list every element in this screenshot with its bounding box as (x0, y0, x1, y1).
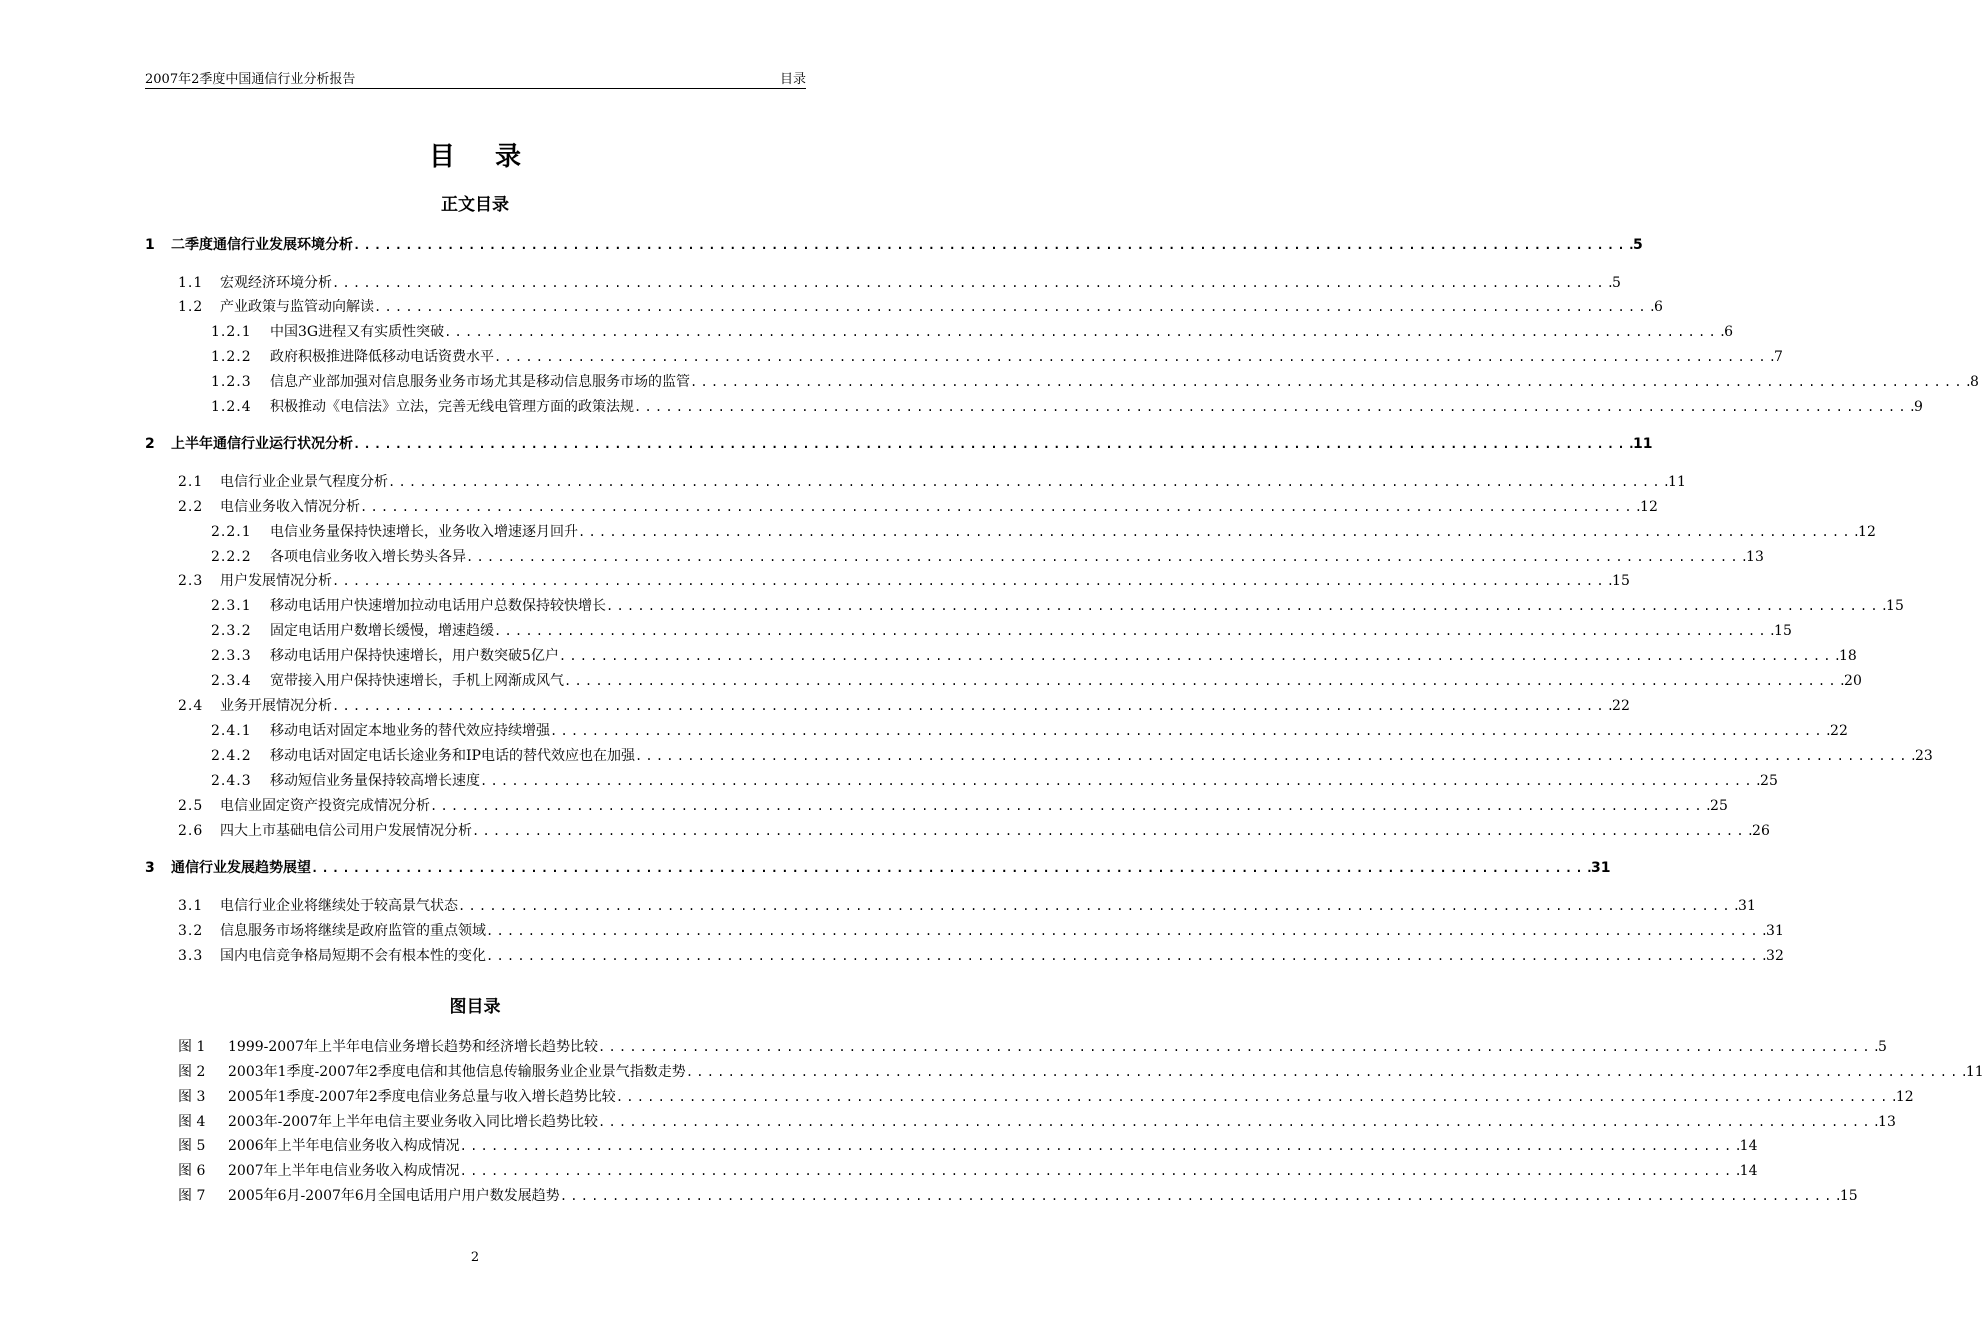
toc-entry-title: 宽带接入用户保持快速增长，手机上网渐成风气 (270, 673, 564, 689)
toc-leader-dots (606, 599, 1886, 613)
figure-entry[interactable] (145, 1086, 1914, 1110)
figure-entry-title: 2003年1季度-2007年2季度电信和其他信息传输服务业企业景气指数走势 (228, 1064, 686, 1080)
figure-entry[interactable] (145, 1061, 1984, 1085)
toc-entry-number: 2.1 (178, 474, 204, 490)
toc-leader-dots (634, 400, 1914, 414)
toc-entry-page: 15 (1774, 623, 1792, 639)
main-toc-heading: 正文目录 (441, 195, 509, 215)
toc-leader-dots (460, 1164, 1740, 1178)
toc-leader-dots (332, 276, 1612, 290)
toc-entry-number: 2.3.2 (211, 623, 252, 639)
toc-entry-level2[interactable] (145, 272, 1621, 296)
toc-entry-title: 通信行业发展趋势展望 (171, 860, 311, 876)
page-header (145, 66, 806, 89)
toc-entry-number: 1.2.4 (211, 399, 252, 415)
toc-leader-dots (480, 774, 1760, 788)
toc-entry-number: 3.2 (178, 923, 204, 939)
toc-entry-title: 积极推动《电信法》立法，完善无线电管理方面的政策法规 (270, 399, 634, 415)
toc-entry-level2[interactable] (145, 296, 1663, 320)
toc-leader-dots (472, 824, 1752, 838)
page-number: 2 (470, 1250, 480, 1265)
toc-entry-number: 2.4.2 (211, 748, 252, 764)
toc-leader-dots (559, 649, 1839, 663)
toc-entry-number: 3.1 (178, 898, 204, 914)
toc-entry-number: 2.6 (178, 823, 204, 839)
toc-entry-page: 9 (1914, 399, 1923, 415)
toc-leader-dots (560, 1189, 1840, 1203)
figure-entry-number: 图 5 (178, 1138, 206, 1154)
toc-entry-number: 2.4.3 (211, 773, 252, 789)
toc-entry-title: 电信业固定资产投资完成情况分析 (220, 798, 430, 814)
figure-entry-page: 15 (1839, 1188, 1858, 1204)
toc-entry-number: 2.2.2 (211, 549, 252, 565)
toc-entry-page: 5 (1612, 275, 1621, 291)
toc-entry-number: 2.2.1 (211, 524, 252, 540)
toc-entry-page: 15 (1886, 598, 1904, 614)
toc-entry-page: 6 (1654, 299, 1663, 315)
figure-entry[interactable] (145, 1185, 1858, 1209)
figure-entry-title: 2005年6月-2007年6月全国电话用户用户数发展趋势 (228, 1188, 560, 1204)
toc-entry-title: 信息产业部加强对信息服务业务市场尤其是移动信息服务市场的监管 (270, 374, 690, 390)
toc-entry-page: 7 (1774, 349, 1783, 365)
figure-entry[interactable] (145, 1111, 1896, 1135)
toc-leader-dots (486, 924, 1766, 938)
toc-entry-level3[interactable] (145, 770, 1778, 794)
toc-entry-number: 1.1 (178, 275, 204, 291)
figure-entry-title: 2006年上半年电信业务收入构成情况 (228, 1138, 460, 1154)
toc-leader-dots (635, 749, 1915, 763)
toc-leader-dots (564, 674, 1844, 688)
toc-leader-dots (690, 375, 1970, 389)
toc-entry-number: 2.5 (178, 798, 204, 814)
figure-entry-title: 1999-2007年上半年电信业务增长趋势和经济增长趋势比较 (228, 1039, 598, 1055)
toc-entry-level3[interactable] (145, 371, 1979, 395)
figure-entry-page: 14 (1739, 1138, 1758, 1154)
toc-entry-level3[interactable] (145, 620, 1792, 644)
toc-entry-number: 2.3 (178, 573, 204, 589)
toc-entry-title: 政府积极推进降低移动电话资费水平 (270, 349, 494, 365)
toc-leader-dots (332, 574, 1612, 588)
figure-entry-number: 图 2 (178, 1064, 206, 1080)
toc-leader-dots (466, 550, 1746, 564)
toc-entry-title: 移动电话对固定电话长途业务和IP电话的替代效应也在加强 (270, 748, 635, 764)
toc-entry-title: 四大上市基础电信公司用户发展情况分析 (220, 823, 472, 839)
toc-entry-number: 3.3 (178, 948, 204, 964)
toc-leader-dots (598, 1040, 1878, 1054)
toc-entry-title: 移动电话用户保持快速增长，用户数突破5亿户 (270, 648, 559, 664)
toc-entry-level2[interactable] (145, 496, 1658, 520)
toc-entry-title: 电信行业企业将继续处于较高景气状态 (220, 898, 458, 914)
toc-entry-page: 15 (1612, 573, 1630, 589)
toc-entry-page: 6 (1724, 324, 1734, 340)
toc-entry-number: 2.4.1 (211, 723, 252, 739)
page-title: 目录 (428, 142, 561, 172)
figure-entry-page: 5 (1878, 1039, 1887, 1055)
toc-entry-page: 25 (1710, 798, 1728, 814)
toc-leader-dots (598, 1115, 1878, 1129)
toc-entry-level2[interactable] (145, 820, 1770, 844)
toc-entry-level1[interactable] (145, 857, 1611, 881)
toc-entry-title: 二季度通信行业发展环境分析 (171, 237, 353, 253)
toc-entry-title: 产业政策与监管动向解读 (220, 299, 374, 315)
toc-entry-level2[interactable] (145, 945, 1784, 969)
toc-entry-number: 2.3.1 (211, 598, 252, 614)
toc-leader-dots (550, 724, 1830, 738)
toc-entry-page: 22 (1830, 723, 1848, 739)
toc-entry-title: 中国3G进程又有实质性突破 (270, 324, 445, 340)
toc-leader-dots (458, 899, 1738, 913)
toc-entry-title: 固定电话用户数增长缓慢，增速趋缓 (270, 623, 494, 639)
toc-entry-level3[interactable] (145, 670, 1862, 694)
figure-entry-page: 13 (1878, 1114, 1896, 1130)
figure-entry-title: 2003年-2007年上半年电信主要业务收入同比增长趋势比较 (228, 1114, 598, 1130)
figure-entry[interactable] (145, 1135, 1758, 1159)
toc-entry-page: 22 (1612, 698, 1630, 714)
toc-entry-title: 各项电信业务收入增长势头各异 (270, 549, 466, 565)
toc-entry-level3[interactable] (145, 396, 1923, 420)
toc-entry-page: 32 (1766, 948, 1784, 964)
figure-entry-page: 11 (1965, 1064, 1984, 1080)
toc-entry-page: 23 (1914, 748, 1933, 764)
toc-leader-dots (578, 525, 1858, 539)
toc-entry-number: 2.3.4 (211, 673, 252, 689)
toc-entry-page: 11 (1633, 436, 1653, 452)
toc-leader-dots (616, 1090, 1896, 1104)
figure-toc-heading: 图目录 (449, 997, 501, 1017)
toc-entry-title: 上半年通信行业运行状况分析 (171, 436, 353, 452)
toc-leader-dots (353, 238, 1633, 252)
toc-entry-number: 3 (145, 860, 155, 876)
toc-entry-level3[interactable] (145, 321, 1734, 345)
toc-entry-number: 1.2.3 (211, 374, 252, 390)
figure-entry-number: 图 1 (178, 1039, 206, 1055)
figure-entry-title: 2007年上半年电信业务收入构成情况 (228, 1163, 460, 1179)
toc-entry-title: 电信业务量保持快速增长，业务收入增速逐月回升 (270, 524, 578, 540)
figure-entry-title: 2005年1季度-2007年2季度电信业务总量与收入增长趋势比较 (228, 1089, 616, 1105)
toc-entry-level3[interactable] (145, 546, 1764, 570)
figure-entry-number: 图 3 (178, 1089, 206, 1105)
figure-entry-number: 图 7 (178, 1188, 206, 1204)
toc-entry-page: 12 (1640, 499, 1658, 515)
toc-leader-dots (353, 437, 1633, 451)
toc-leader-dots (486, 949, 1766, 963)
toc-entry-level3[interactable] (145, 645, 1857, 669)
toc-leader-dots (374, 300, 1654, 314)
header-report-title: 2007年2季度中国通信行业分析报告 (145, 72, 356, 87)
toc-entry-title: 电信业务收入情况分析 (220, 499, 360, 515)
toc-entry-title: 移动电话用户快速增加拉动电话用户总数保持较快增长 (270, 598, 606, 614)
toc-entry-level2[interactable] (145, 795, 1728, 819)
toc-entry-title: 国内电信竞争格局短期不会有根本性的变化 (220, 948, 486, 964)
toc-entry-page: 25 (1760, 773, 1778, 789)
toc-leader-dots (494, 350, 1774, 364)
toc-leader-dots (388, 475, 1668, 489)
toc-entry-number: 1.2 (178, 299, 204, 315)
figure-entry-number: 图 4 (178, 1114, 206, 1130)
toc-entry-level1[interactable] (145, 234, 1643, 258)
toc-entry-title: 电信行业企业景气程度分析 (220, 474, 388, 490)
toc-leader-dots (311, 861, 1591, 875)
toc-entry-number: 2.2 (178, 499, 204, 515)
toc-leader-dots (444, 325, 1724, 339)
toc-entry-number: 1.2.2 (211, 349, 252, 365)
toc-entry-page: 31 (1591, 860, 1611, 876)
toc-entry-level2[interactable] (145, 895, 1756, 919)
toc-entry-title: 移动短信业务量保持较高增长速度 (270, 773, 480, 789)
toc-leader-dots (360, 500, 1640, 514)
toc-entry-page: 13 (1746, 549, 1764, 565)
figure-entry[interactable] (145, 1160, 1758, 1184)
toc-entry-page: 31 (1738, 898, 1756, 914)
toc-entry-page: 12 (1858, 524, 1876, 540)
toc-entry-page: 11 (1668, 474, 1686, 490)
toc-entry-level2[interactable] (145, 695, 1630, 719)
toc-leader-dots (460, 1139, 1740, 1153)
toc-entry-level3[interactable] (145, 346, 1783, 370)
figure-entry[interactable] (145, 1036, 1887, 1060)
toc-leader-dots (686, 1065, 1966, 1079)
figure-entry-number: 图 6 (178, 1163, 206, 1179)
toc-leader-dots (430, 799, 1710, 813)
toc-entry-title: 用户发展情况分析 (220, 573, 332, 589)
toc-entry-page: 20 (1844, 673, 1862, 689)
toc-entry-level1[interactable] (145, 433, 1653, 457)
figure-entry-page: 14 (1739, 1163, 1758, 1179)
toc-entry-page: 5 (1633, 237, 1643, 253)
toc-entry-level2[interactable] (145, 471, 1686, 495)
toc-leader-dots (494, 624, 1774, 638)
toc-entry-number: 2.3.3 (211, 648, 252, 664)
toc-entry-title: 移动电话对固定本地业务的替代效应持续增强 (270, 723, 550, 739)
figure-entry-page: 12 (1895, 1089, 1914, 1105)
toc-entry-level2[interactable] (145, 920, 1784, 944)
header-section-label: 目录 (779, 72, 806, 87)
toc-entry-level3[interactable] (145, 720, 1848, 744)
toc-entry-level3[interactable] (145, 745, 1933, 769)
toc-leader-dots (332, 699, 1612, 713)
toc-entry-page: 26 (1752, 823, 1770, 839)
toc-entry-page: 18 (1838, 648, 1857, 664)
toc-entry-number: 2.4 (178, 698, 204, 714)
toc-entry-number: 2 (145, 436, 155, 452)
toc-entry-title: 信息服务市场将继续是政府监管的重点领域 (220, 923, 486, 939)
toc-entry-page: 31 (1766, 923, 1784, 939)
toc-entry-level3[interactable] (145, 595, 1904, 619)
toc-entry-level3[interactable] (145, 521, 1876, 545)
toc-entry-number: 1.2.1 (211, 324, 252, 340)
toc-entry-page: 8 (1970, 374, 1979, 390)
toc-entry-level2[interactable] (145, 570, 1630, 594)
toc-entry-number: 1 (145, 237, 155, 253)
toc-entry-title: 业务开展情况分析 (220, 698, 332, 714)
toc-entry-title: 宏观经济环境分析 (220, 275, 332, 291)
